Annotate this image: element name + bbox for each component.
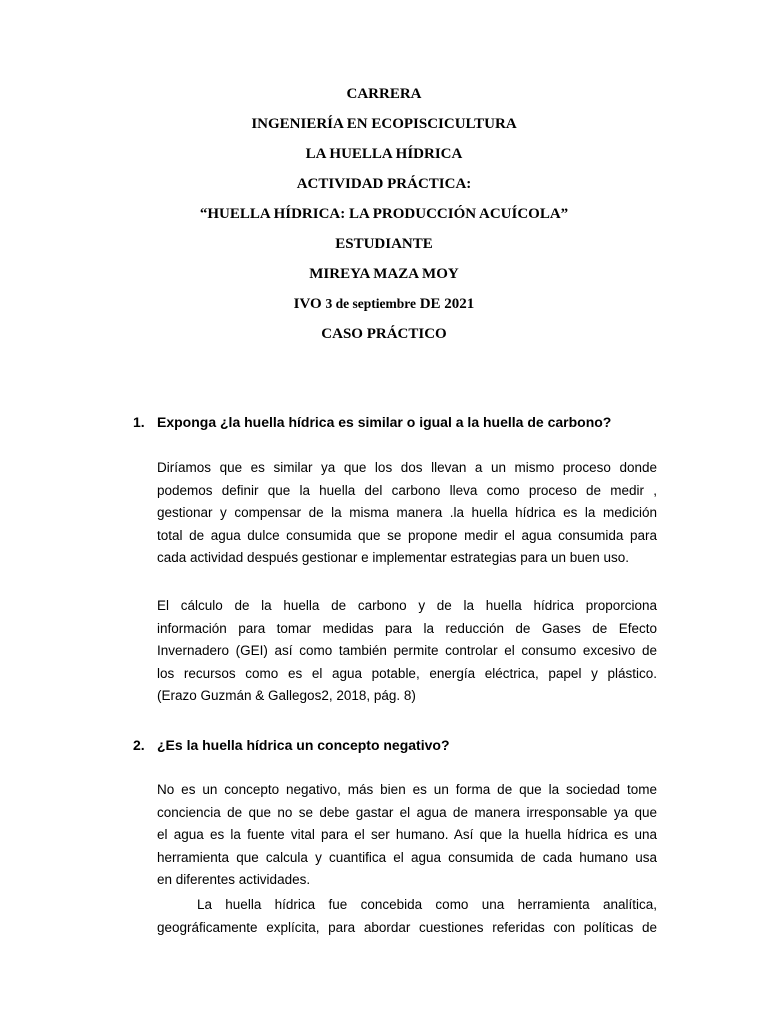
paragraph-line: cada actividad después gestionar e implementar estrategias para un buen uso. [157, 550, 630, 565]
activity-title: “HUELLA HÍDRICA: LA PRODUCCIÓN ACUÍCOLA” [199, 206, 569, 222]
paragraph-line: Invernadero (GEI) así como también permite controlar el consumo excesivo de [157, 643, 657, 658]
question-2-heading [133, 735, 663, 755]
question-1-paragraph-2 [157, 595, 657, 708]
subject-title: LA HUELLA HÍDRICA [305, 146, 463, 162]
paragraph-line: La huella hídrica fue concebida como una herramienta analítica, [157, 897, 657, 912]
activity-label: ACTIVIDAD PRÁCTICA: [296, 176, 472, 192]
date-year: DE 2021 [419, 296, 475, 312]
paragraph-line: información para tomar medidas para la reducción de Gases de Efecto [157, 620, 657, 636]
question-2-paragraph-1 [157, 779, 657, 892]
paragraph-line: El cálculo de la huella de carbono y de la huella hídrica proporciona [157, 598, 657, 613]
question-1-text: Exponga ¿la huella hídrica es similar o igual a la huella de carbono? [157, 414, 612, 430]
paragraph-line: gestionar y compensar de la misma manera .la huella hídrica es la medición [157, 505, 657, 520]
question-2-paragraph-2 [157, 894, 657, 939]
case-title: CASO PRÁCTICO [321, 326, 447, 342]
date-prefix: IVO [293, 296, 322, 312]
student-label: ESTUDIANTE [335, 236, 433, 252]
question-1-number: 1. [133, 414, 145, 430]
cover-header [0, 84, 768, 354]
paragraph-citation: (Erazo Guzmán & Gallegos2, 2018, pág. 8) [157, 688, 416, 703]
date-text: 3 de septiembre [325, 296, 416, 311]
question-2-number: 2. [133, 737, 145, 753]
question-1-paragraph-1 [157, 457, 657, 570]
question-2-text: ¿Es la huella hídrica un concepto negativo? [157, 737, 450, 753]
paragraph-line: herramienta que calcula y cuantifica el agua consumida de cada humano usa [157, 849, 657, 865]
career-name: INGENIERÍA EN ECOPISCICULTURA [251, 116, 517, 132]
paragraph-line: geográficamente explícita, para abordar cuestiones referidas con políticas de [157, 919, 657, 935]
paragraph-line: total de agua dulce consumida que se propone medir el agua consumida para [157, 527, 657, 543]
paragraph-line: conciencia de que no se debe gastar el agua de manera irresponsable ya que [157, 804, 657, 820]
paragraph-line: podemos definir que la huella del carbono lleva como proceso de medir , [157, 482, 657, 498]
paragraph-line: Diríamos que es similar ya que los dos llevan a un mismo proceso donde [157, 460, 657, 475]
career-label: CARRERA [346, 86, 422, 102]
paragraph-line: en diferentes actividades. [157, 872, 311, 887]
student-name: MIREYA MAZA MOY [309, 266, 459, 282]
paragraph-line: el agua es la fuente vital para el ser humano. Así que la huella hídrica es una [157, 827, 657, 842]
question-1-heading [133, 412, 663, 432]
paragraph-line: los recursos como es el agua potable, energía eléctrica, papel y plástico. [157, 665, 657, 681]
paragraph-line: No es un concepto negativo, más bien es un forma de que la sociedad tome [157, 782, 657, 797]
date-line [0, 294, 768, 324]
